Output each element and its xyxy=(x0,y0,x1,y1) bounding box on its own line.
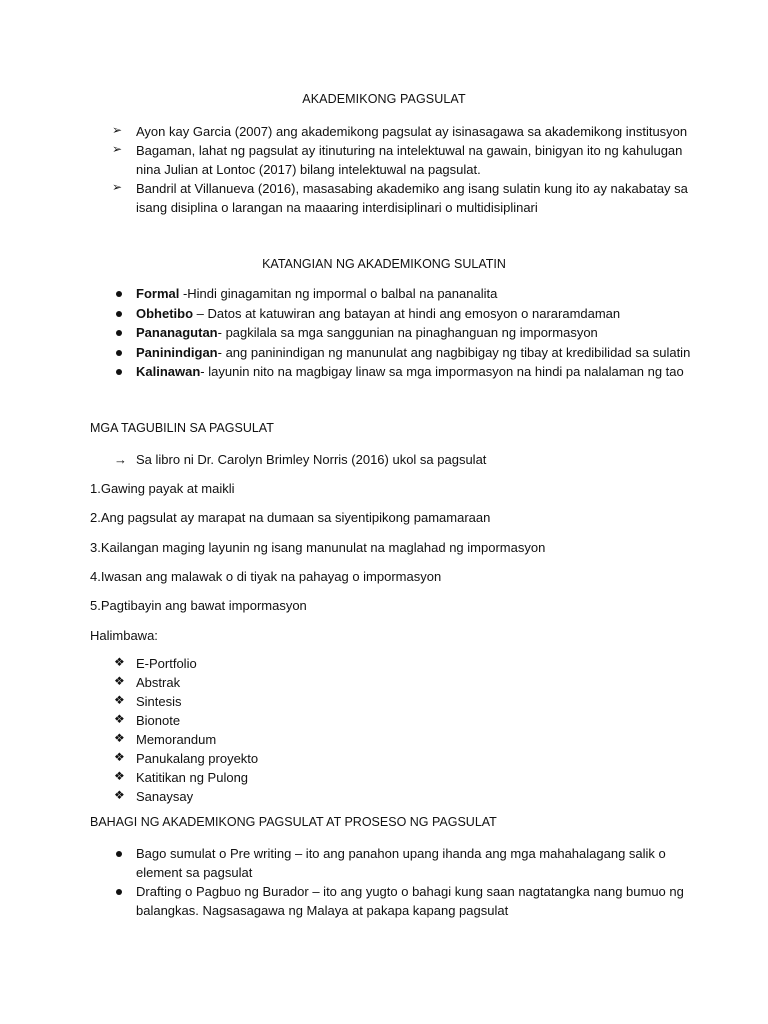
diamond-bullet-icon: ❖ xyxy=(114,655,125,669)
diamond-bullet-icon: ❖ xyxy=(114,693,125,707)
diamond-bullet-icon: ❖ xyxy=(114,712,125,726)
intro-item-3-line1: Bandril at Villanueva (2016), masasabing akademiko ang isang sulatin kung ito ay nakabatay sa xyxy=(136,181,688,196)
bullet-dot-icon xyxy=(116,311,122,317)
description: - ang paninindigan ng manunulat ang nagbibigay ng tibay at kredibilidad sa sulatin xyxy=(217,345,691,360)
right-arrow-icon: → xyxy=(114,452,127,467)
katangian-item-obhetibo xyxy=(136,304,620,323)
arrowhead-bullet-icon: ➢ xyxy=(112,180,123,194)
bahagi-item-1-line2: element sa pagsulat xyxy=(136,865,253,880)
numbered-item-3: 3.Kailangan maging layunin ng isang manunulat na maglahad ng impormasyon xyxy=(90,540,546,555)
bullet-dot-icon xyxy=(116,350,122,356)
diamond-bullet-icon: ❖ xyxy=(114,750,125,764)
description: – Datos at katuwiran ang batayan at hindi ang emosyon o nararamdaman xyxy=(193,306,621,321)
description: - pagkilala sa mga sanggunian na pinaghanguan ng impormasyon xyxy=(217,325,598,340)
katangian-item-kalinawan xyxy=(136,362,684,381)
halimbawa-item: Memorandum xyxy=(136,732,217,747)
halimbawa-item: Abstrak xyxy=(136,675,181,690)
term: Pananagutan xyxy=(136,325,218,340)
intro-item-3-line2: isang disiplina o larangan na maaaring interdisiplinari o multidisiplinari xyxy=(136,200,538,215)
intro-item-2-line1: Bagaman, lahat ng pagsulat ay itinuturing na intelektuwal na gawain, binigyan ito ng kahulugan xyxy=(136,143,683,158)
term: Formal xyxy=(136,286,180,301)
term: Obhetibo xyxy=(136,306,194,321)
term: Paninindigan xyxy=(136,345,218,360)
page-title: AKADEMIKONG PAGSULAT xyxy=(302,92,466,106)
halimbawa-item: Panukalang proyekto xyxy=(136,751,259,766)
halimbawa-item: E-Portfolio xyxy=(136,656,197,671)
section-heading-bahagi: BAHAGI NG AKADEMIKONG PAGSULAT AT PROSESO NG PAGSULAT xyxy=(90,815,497,829)
numbered-item-1: 1.Gawing payak at maikli xyxy=(90,481,235,496)
reference-line: Sa libro ni Dr. Carolyn Brimley Norris (2016) ukol sa pagsulat xyxy=(136,452,487,467)
description: -Hindi ginagamitan ng impormal o balbal na pananalita xyxy=(179,286,498,301)
diamond-bullet-icon: ❖ xyxy=(114,731,125,745)
description: - layunin nito na magbigay linaw sa mga impormasyon na hindi pa nalalaman ng tao xyxy=(200,364,684,379)
katangian-item-pananagutan xyxy=(136,323,598,342)
bahagi-item-2-line2: balangkas. Nagsasagawa ng Malaya at pakapa kapang pagsulat xyxy=(136,903,509,918)
term: Kalinawan xyxy=(136,364,201,379)
section-heading-katangian: KATANGIAN NG AKADEMIKONG SULATIN xyxy=(262,257,506,271)
intro-item-1: Ayon kay Garcia (2007) ang akademikong pagsulat ay isinasagawa sa akademikong institusyon xyxy=(136,124,688,139)
bullet-dot-icon xyxy=(116,889,122,895)
halimbawa-item: Bionote xyxy=(136,713,181,728)
bullet-dot-icon xyxy=(116,369,122,375)
halimbawa-label: Halimbawa: xyxy=(90,628,158,643)
diamond-bullet-icon: ❖ xyxy=(114,788,125,802)
intro-item-2-line2: nina Julian at Lontoc (2017) bilang intelektuwal na pagsulat. xyxy=(136,162,481,177)
bullet-dot-icon xyxy=(116,330,122,336)
halimbawa-item: Sintesis xyxy=(136,694,182,709)
katangian-item-formal xyxy=(136,284,497,303)
halimbawa-item: Katitikan ng Pulong xyxy=(136,770,249,785)
arrowhead-bullet-icon: ➢ xyxy=(112,123,123,137)
bullet-dot-icon xyxy=(116,291,122,297)
katangian-item-paninindigan xyxy=(136,343,690,362)
diamond-bullet-icon: ❖ xyxy=(114,674,125,688)
arrowhead-bullet-icon: ➢ xyxy=(112,142,123,156)
numbered-item-2: 2.Ang pagsulat ay marapat na dumaan sa siyentipikong pamamaraan xyxy=(90,510,491,525)
diamond-bullet-icon: ❖ xyxy=(114,769,125,783)
halimbawa-item: Sanaysay xyxy=(136,789,194,804)
bullet-dot-icon xyxy=(116,851,122,857)
bahagi-item-1-line1: Bago sumulat o Pre writing – ito ang panahon upang ihanda ang mga mahahalagang salik o xyxy=(136,846,666,861)
section-heading-tagubilin: MGA TAGUBILIN SA PAGSULAT xyxy=(90,421,274,435)
numbered-item-5: 5.Pagtibayin ang bawat impormasyon xyxy=(90,598,307,613)
numbered-item-4: 4.Iwasan ang malawak o di tiyak na pahayag o impormasyon xyxy=(90,569,442,584)
bahagi-item-2-line1: Drafting o Pagbuo ng Burador – ito ang yugto o bahagi kung saan nagtatangka nang bumuo ng xyxy=(136,884,684,899)
